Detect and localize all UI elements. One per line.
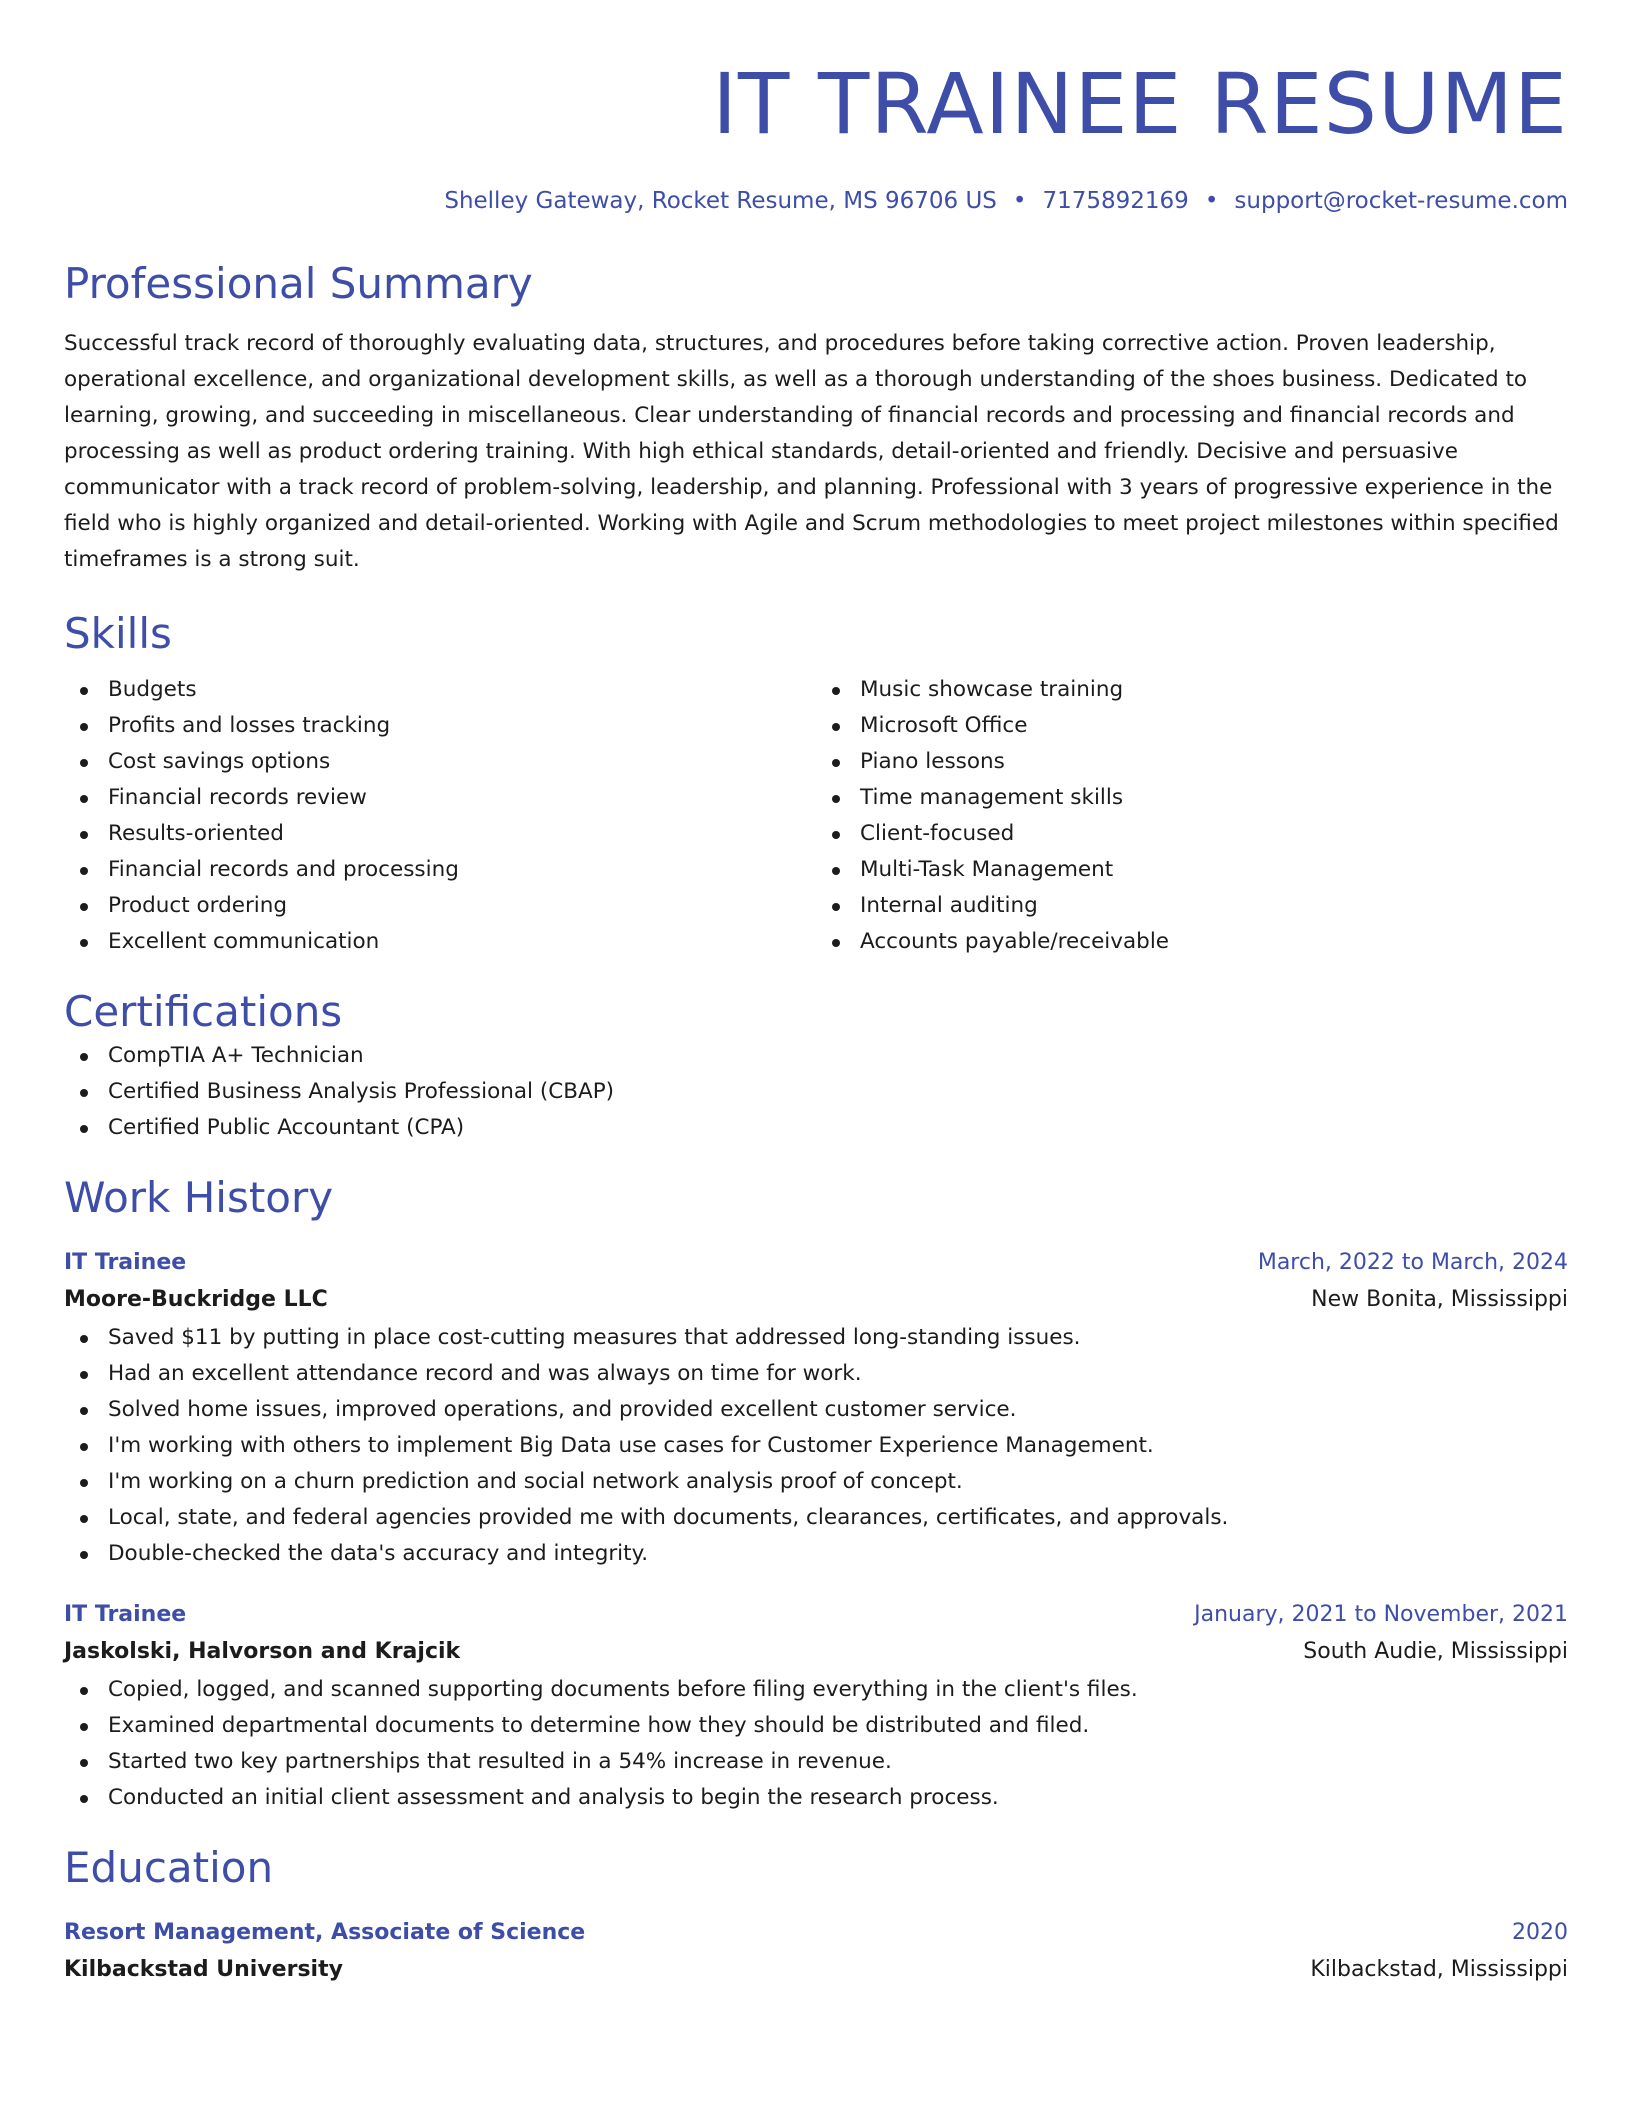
job-location: New Bonita, Mississippi bbox=[1311, 1287, 1568, 1312]
job-bullets bbox=[64, 1672, 1568, 1816]
work-history-section bbox=[64, 1172, 1568, 1816]
job-entry bbox=[64, 1598, 1568, 1816]
contact-email: support@rocket-resume.com bbox=[1234, 188, 1568, 214]
certifications-list bbox=[64, 1038, 1568, 1146]
job-bullet: Had an excellent attendance record and was always on time for work. bbox=[64, 1356, 1568, 1392]
job-bullet: Saved $11 by putting in place cost-cutting measures that addressed long-standing issues. bbox=[64, 1320, 1568, 1356]
skill-item: Internal auditing bbox=[816, 888, 1568, 924]
skill-item: Piano lessons bbox=[816, 744, 1568, 780]
job-title: IT Trainee bbox=[64, 1602, 187, 1627]
summary-heading: Professional Summary bbox=[64, 259, 533, 308]
certifications-section bbox=[64, 986, 1568, 1146]
job-bullet: Double-checked the data's accuracy and integrity. bbox=[64, 1536, 1568, 1572]
education-heading: Education bbox=[64, 1843, 274, 1892]
skills-right-column bbox=[816, 672, 1568, 960]
job-company-row bbox=[64, 1280, 1568, 1320]
contact-line bbox=[64, 184, 1568, 218]
job-company: Jaskolski, Halvorson and Krajcik bbox=[64, 1639, 461, 1664]
job-company-row bbox=[64, 1632, 1568, 1672]
certification-item: CompTIA A+ Technician bbox=[64, 1038, 1568, 1074]
certifications-heading: Certifications bbox=[64, 987, 343, 1036]
skill-item: Product ordering bbox=[64, 888, 816, 924]
job-title-row bbox=[64, 1246, 1568, 1280]
contact-separator: • bbox=[1204, 188, 1219, 214]
job-dates: January, 2021 to November, 2021 bbox=[1194, 1602, 1568, 1627]
contact-separator: • bbox=[1012, 188, 1027, 214]
skill-item: Cost savings options bbox=[64, 744, 816, 780]
skill-item: Profits and losses tracking bbox=[64, 708, 816, 744]
skill-item: Budgets bbox=[64, 672, 816, 708]
skill-item: Microsoft Office bbox=[816, 708, 1568, 744]
education-school: Kilbackstad University bbox=[64, 1957, 343, 1982]
education-degree: Resort Management, Associate of Science bbox=[64, 1920, 586, 1945]
education-year: 2020 bbox=[1512, 1920, 1568, 1945]
skill-item: Client-focused bbox=[816, 816, 1568, 852]
job-dates: March, 2022 to March, 2024 bbox=[1257, 1250, 1568, 1275]
job-bullet: Solved home issues, improved operations, and provided excellent customer service. bbox=[64, 1392, 1568, 1428]
contact-phone: 7175892169 bbox=[1042, 188, 1189, 214]
job-location: South Audie, Mississippi bbox=[1303, 1639, 1568, 1664]
education-location: Kilbackstad, Mississippi bbox=[1310, 1957, 1568, 1982]
job-company: Moore-Buckridge LLC bbox=[64, 1287, 328, 1312]
job-bullet: Started two key partnerships that resulted in a 54% increase in revenue. bbox=[64, 1744, 1568, 1780]
job-bullet: Copied, logged, and scanned supporting documents before filing everything in the client's files. bbox=[64, 1672, 1568, 1708]
education-school-row bbox=[64, 1950, 1568, 1990]
certification-item: Certified Business Analysis Professional (CBAP) bbox=[64, 1074, 1568, 1110]
job-bullet: Local, state, and federal agencies provided me with documents, clearances, certificates, and approvals. bbox=[64, 1500, 1568, 1536]
summary-text: Successful track record of thoroughly evaluating data, structures, and procedures before taking corrective action. Proven leadership, operational excellence, and organizational development skills, as well as a thorough understanding of the shoes business. Dedicated to learning, growing, and succeeding in miscellaneous. Clear understanding of financial records and processing and financial records and processing as well as product ordering training. With high ethical standards, detail-oriented and friendly. Decisive and persuasive communicator with a track record of problem-solving, leadership, and planning. Professional with 3 years of progressive experience in the field who is highly organized and detail-oriented. Working with Agile and Scrum methodologies to meet project milestones within specified timeframes is a strong suit. bbox=[64, 331, 1559, 572]
certification-item: Certified Public Accountant (CPA) bbox=[64, 1110, 1568, 1146]
education-section bbox=[64, 1842, 1568, 1990]
skills-heading: Skills bbox=[64, 609, 172, 658]
skill-item: Financial records and processing bbox=[64, 852, 816, 888]
skill-item: Financial records review bbox=[64, 780, 816, 816]
skill-item: Results-oriented bbox=[64, 816, 816, 852]
job-bullet: Conducted an initial client assessment and analysis to begin the research process. bbox=[64, 1780, 1568, 1816]
skill-item: Time management skills bbox=[816, 780, 1568, 816]
education-degree-row bbox=[64, 1916, 1568, 1950]
summary-section bbox=[64, 258, 1568, 578]
job-title: IT Trainee bbox=[64, 1250, 187, 1275]
contact-address: Shelley Gateway, Rocket Resume, MS 96706 US bbox=[444, 188, 997, 214]
work-history-heading: Work History bbox=[64, 1173, 334, 1222]
job-bullet: Examined departmental documents to determine how they should be distributed and filed. bbox=[64, 1708, 1568, 1744]
job-entry bbox=[64, 1246, 1568, 1572]
job-bullet: I'm working on a churn prediction and social network analysis proof of concept. bbox=[64, 1464, 1568, 1500]
skill-item: Multi-Task Management bbox=[816, 852, 1568, 888]
education-entry bbox=[64, 1916, 1568, 1990]
skill-item: Accounts payable/receivable bbox=[816, 924, 1568, 960]
resume-title: IT TRAINEE RESUME bbox=[712, 55, 1568, 153]
skill-item: Excellent communication bbox=[64, 924, 816, 960]
job-bullets bbox=[64, 1320, 1568, 1572]
skills-section bbox=[64, 608, 1568, 960]
resume-header bbox=[64, 0, 1568, 218]
job-bullet: I'm working with others to implement Big Data use cases for Customer Experience Management. bbox=[64, 1428, 1568, 1464]
skills-left-column bbox=[64, 672, 816, 960]
job-title-row bbox=[64, 1598, 1568, 1632]
skill-item: Music showcase training bbox=[816, 672, 1568, 708]
skills-columns bbox=[64, 672, 1568, 960]
